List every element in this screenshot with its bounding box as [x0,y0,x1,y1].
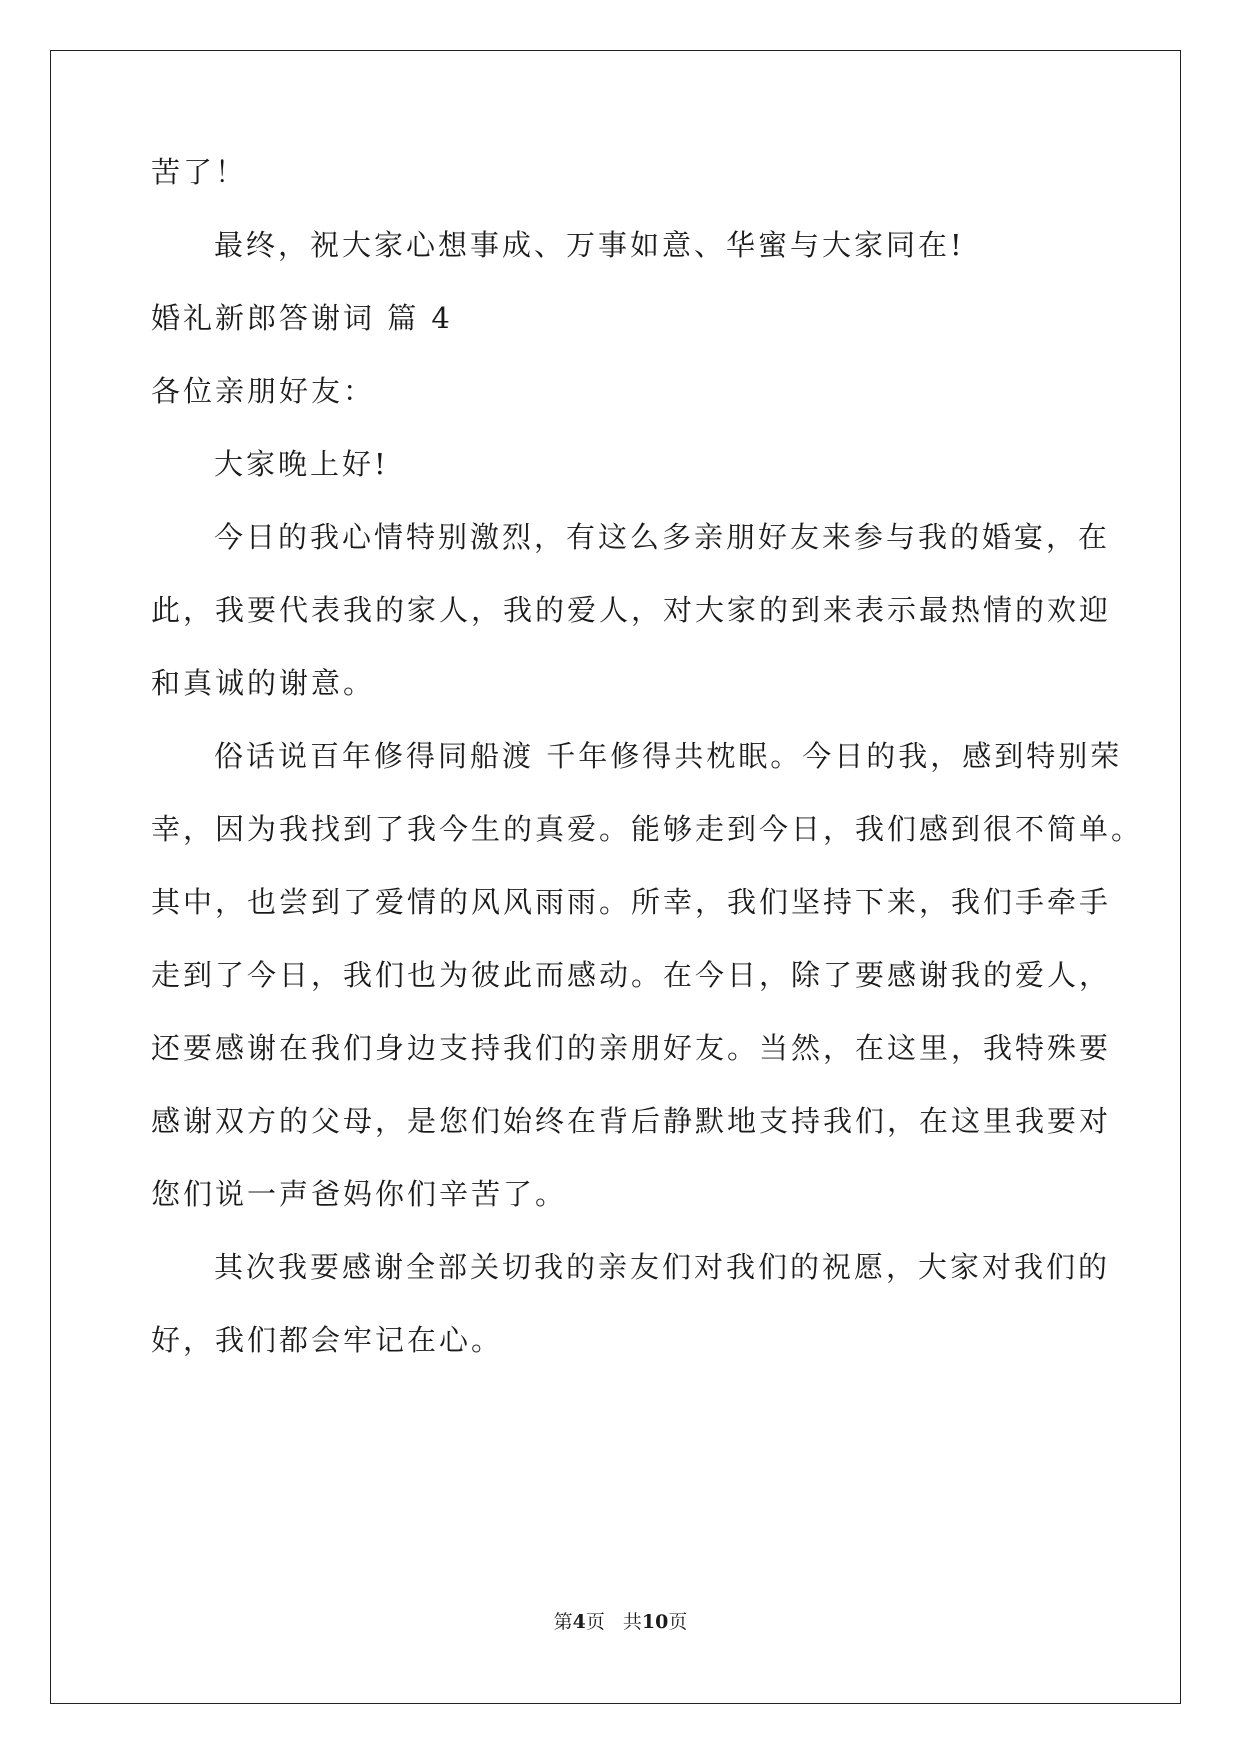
salutation: 各位亲朋好友： [151,374,376,408]
footer-total-unit: 页 [668,1611,688,1633]
text-line: 感谢双方的父母，是您们始终在背后静默地支持我们，在这里我要对 [151,1104,1112,1138]
text-line: 俗话说百年修得同船渡 千年修得共枕眠。今日的我，感到特别荣 [214,739,1123,773]
text-line: 今日的我心情特别激烈，有这么多亲朋好友来参与我的婚宴，在 [214,520,1111,554]
footer-total-prefix: 共 [622,1611,642,1633]
footer-page-unit: 页 [585,1611,605,1633]
text-line: 此，我要代表我的家人，我的爱人，对大家的到来表示最热情的欢迎 [151,593,1112,627]
text-line: 大家晚上好! [214,447,389,481]
section-heading: 婚礼新郎答谢词 篇 4 [151,301,453,335]
text-line: 走到了今日，我们也为彼此而感动。在今日，除了要感谢我的爱人， [151,958,1112,992]
text-line: 还要感谢在我们身边支持我们的亲朋好友。当然，在这里，我特殊要 [151,1031,1112,1065]
text-line: 好，我们都会牢记在心。 [151,1323,504,1357]
page-footer [0,1610,1241,1634]
total-page-count: 10 [641,1611,669,1633]
text-line: 苦了！ [151,155,248,189]
text-line: 最终，祝大家心想事成、万事如意、华蜜与大家同在! [214,228,965,262]
current-page-number: 4 [572,1611,586,1633]
text-line: 其中，也尝到了爱情的风风雨雨。所幸，我们坚持下来，我们手牵手 [151,885,1112,919]
text-line: 其次我要感谢全部关切我的亲友们对我们的祝愿，大家对我们的 [214,1250,1111,1284]
text-line: 您们说一声爸妈你们辛苦了。 [151,1177,568,1211]
text-line: 和真诚的谢意。 [151,666,376,700]
text-line: 幸，因为我找到了我今生的真爱。能够走到今日，我们感到很不简单。 [151,812,1144,846]
footer-prefix: 第 [553,1611,573,1633]
